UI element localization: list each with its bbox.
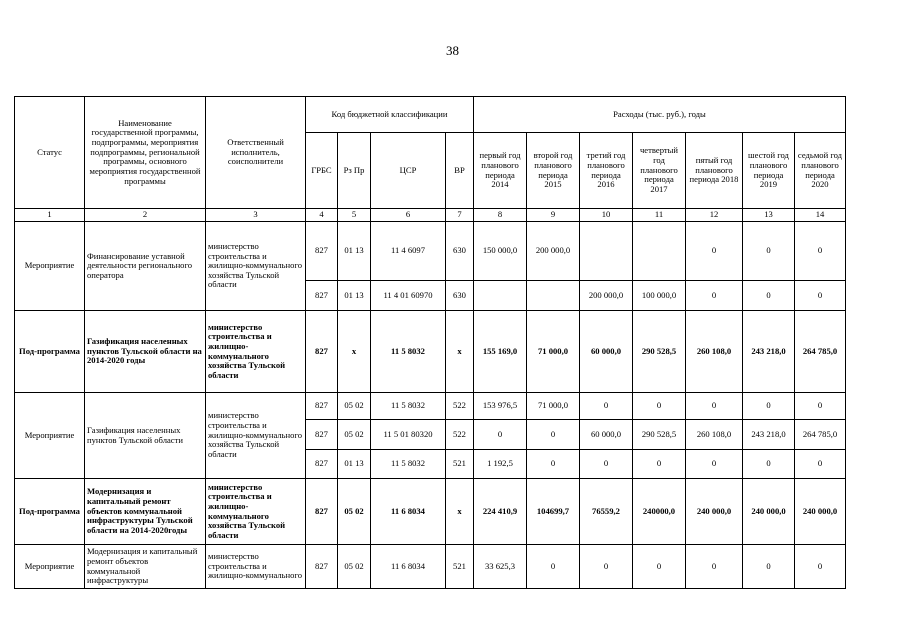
cell-rzpr: 01 13 bbox=[338, 281, 371, 311]
cell-amount: 0 bbox=[795, 545, 846, 589]
cell-amount: 0 bbox=[795, 222, 846, 281]
cell-amount: 0 bbox=[795, 281, 846, 311]
cell-amount: 150 000,0 bbox=[474, 222, 527, 281]
cell-amount: 264 785,0 bbox=[795, 311, 846, 393]
cell-vr: x bbox=[446, 479, 474, 545]
header-year-2020: седьмой год планового периода 2020 bbox=[795, 133, 846, 209]
header-row-top bbox=[15, 97, 846, 133]
col-number: 10 bbox=[580, 209, 633, 222]
cell-amount: 71 000,0 bbox=[527, 311, 580, 393]
budget-table bbox=[14, 96, 846, 589]
cell-amount: 240 000,0 bbox=[795, 479, 846, 545]
cell-vr: x bbox=[446, 311, 474, 393]
header-csr: ЦСР bbox=[371, 133, 446, 209]
col-number: 3 bbox=[206, 209, 306, 222]
cell-amount: 100 000,0 bbox=[633, 281, 686, 311]
row-name: Модернизация и капитальный ремонт объектов коммунальной инфраструктуры bbox=[85, 545, 206, 589]
header-grbs: ГРБС bbox=[306, 133, 338, 209]
col-number: 7 bbox=[446, 209, 474, 222]
cell-amount: 260 108,0 bbox=[686, 420, 743, 450]
cell-grbs: 827 bbox=[306, 311, 338, 393]
cell-csr: 11 5 01 80320 bbox=[371, 420, 446, 450]
cell-amount: 0 bbox=[580, 393, 633, 420]
col-number: 11 bbox=[633, 209, 686, 222]
header-year-2018: пятый год планового периода 2018 bbox=[686, 133, 743, 209]
cell-amount: 264 785,0 bbox=[795, 420, 846, 450]
cell-csr: 11 6 8034 bbox=[371, 479, 446, 545]
cell-amount: 240000,0 bbox=[633, 479, 686, 545]
cell-amount: 104699,7 bbox=[527, 479, 580, 545]
col-number: 5 bbox=[338, 209, 371, 222]
page-number: 38 bbox=[446, 43, 459, 58]
header-budget-code: Код бюджетной классификации bbox=[306, 97, 474, 133]
cell-vr: 522 bbox=[446, 393, 474, 420]
cell-csr: 11 5 8032 bbox=[371, 311, 446, 393]
header-status: Статус bbox=[15, 97, 85, 209]
row-status: Под-программа bbox=[15, 311, 85, 393]
cell-amount: 0 bbox=[686, 222, 743, 281]
cell-csr: 11 5 8032 bbox=[371, 393, 446, 420]
cell-amount: 224 410,9 bbox=[474, 479, 527, 545]
header-rzpr: Рз Пр bbox=[338, 133, 371, 209]
cell-rzpr: 05 02 bbox=[338, 479, 371, 545]
cell-amount: 240 000,0 bbox=[686, 479, 743, 545]
cell-csr: 11 4 6097 bbox=[371, 222, 446, 281]
cell-grbs: 827 bbox=[306, 393, 338, 420]
table-row bbox=[15, 311, 846, 393]
header-year-2015: второй год планового периода 2015 bbox=[527, 133, 580, 209]
cell-amount: 0 bbox=[633, 545, 686, 589]
cell-amount: 290 528,5 bbox=[633, 420, 686, 450]
cell-rzpr: 01 13 bbox=[338, 450, 371, 479]
header-year-2016: третий год планового периода 2016 bbox=[580, 133, 633, 209]
cell-amount: 0 bbox=[743, 393, 795, 420]
cell-amount: 243 218,0 bbox=[743, 420, 795, 450]
cell-amount: 155 169,0 bbox=[474, 311, 527, 393]
cell-csr: 11 4 01 60970 bbox=[371, 281, 446, 311]
header-name: Наименование государственной программы, подпрограммы, мероприятия подпрограммы, региональной программы, основного мероприятия государственной программы bbox=[85, 97, 206, 209]
column-number-row bbox=[15, 209, 846, 222]
table-row bbox=[15, 479, 846, 545]
col-number: 12 bbox=[686, 209, 743, 222]
cell-grbs: 827 bbox=[306, 222, 338, 281]
row-executor: министерство строительства и жилищно-коммунального хозяйства Тульской области bbox=[206, 479, 306, 545]
cell-vr: 630 bbox=[446, 281, 474, 311]
header-vr: ВР bbox=[446, 133, 474, 209]
col-number: 13 bbox=[743, 209, 795, 222]
cell-rzpr: x bbox=[338, 311, 371, 393]
header-expenses: Расходы (тыс. руб.), годы bbox=[474, 97, 846, 133]
cell-amount: 0 bbox=[633, 393, 686, 420]
cell-amount bbox=[527, 281, 580, 311]
cell-grbs: 827 bbox=[306, 545, 338, 589]
cell-amount: 200 000,0 bbox=[580, 281, 633, 311]
row-name: Газификация населенных пунктов Тульской области на 2014-2020 годы bbox=[85, 311, 206, 393]
row-name: Модернизация и капитальный ремонт объектов коммунальной инфраструктуры Тульской области на 2014-2020годы bbox=[85, 479, 206, 545]
cell-vr: 630 bbox=[446, 222, 474, 281]
row-executor: министерство строительства и жилищно-коммунального хозяйства Тульской области bbox=[206, 222, 306, 311]
cell-amount: 0 bbox=[686, 545, 743, 589]
table-row bbox=[15, 393, 846, 420]
cell-amount: 0 bbox=[474, 420, 527, 450]
cell-rzpr: 05 02 bbox=[338, 393, 371, 420]
cell-rzpr: 05 02 bbox=[338, 420, 371, 450]
row-name: Финансирование уставной деятельности регионального оператора bbox=[85, 222, 206, 311]
cell-csr: 11 5 8032 bbox=[371, 450, 446, 479]
row-status: Мероприятие bbox=[15, 393, 85, 479]
cell-amount: 243 218,0 bbox=[743, 311, 795, 393]
cell-amount: 0 bbox=[527, 420, 580, 450]
cell-amount: 33 625,3 bbox=[474, 545, 527, 589]
cell-amount: 0 bbox=[743, 222, 795, 281]
cell-vr: 521 bbox=[446, 450, 474, 479]
cell-amount bbox=[633, 222, 686, 281]
cell-grbs: 827 bbox=[306, 479, 338, 545]
cell-amount: 0 bbox=[580, 450, 633, 479]
cell-amount: 0 bbox=[580, 545, 633, 589]
col-number: 4 bbox=[306, 209, 338, 222]
row-status: Мероприятие bbox=[15, 545, 85, 589]
cell-amount: 240 000,0 bbox=[743, 479, 795, 545]
row-executor: министерство строительства и жилищно-коммунального bbox=[206, 545, 306, 589]
cell-amount: 1 192,5 bbox=[474, 450, 527, 479]
cell-rzpr: 01 13 bbox=[338, 222, 371, 281]
header-year-2019: шестой год планового периода 2019 bbox=[743, 133, 795, 209]
cell-amount: 0 bbox=[743, 281, 795, 311]
cell-grbs: 827 bbox=[306, 281, 338, 311]
cell-grbs: 827 bbox=[306, 450, 338, 479]
cell-rzpr: 05 02 bbox=[338, 545, 371, 589]
cell-amount: 0 bbox=[686, 450, 743, 479]
cell-amount: 200 000,0 bbox=[527, 222, 580, 281]
cell-amount: 0 bbox=[686, 281, 743, 311]
cell-amount: 0 bbox=[795, 393, 846, 420]
cell-amount: 60 000,0 bbox=[580, 311, 633, 393]
cell-amount: 260 108,0 bbox=[686, 311, 743, 393]
cell-amount bbox=[580, 222, 633, 281]
cell-vr: 521 bbox=[446, 545, 474, 589]
cell-amount: 71 000,0 bbox=[527, 393, 580, 420]
cell-grbs: 827 bbox=[306, 420, 338, 450]
col-number: 2 bbox=[85, 209, 206, 222]
row-executor: министерство строительства и жилищно-коммунального хозяйства Тульской области bbox=[206, 393, 306, 479]
cell-amount: 60 000,0 bbox=[580, 420, 633, 450]
col-number: 8 bbox=[474, 209, 527, 222]
cell-amount: 76559,2 bbox=[580, 479, 633, 545]
header-executor: Ответственный исполнитель, соисполнители bbox=[206, 97, 306, 209]
cell-vr: 522 bbox=[446, 420, 474, 450]
cell-amount: 0 bbox=[686, 393, 743, 420]
cell-amount bbox=[474, 281, 527, 311]
table-row bbox=[15, 545, 846, 589]
row-status: Под-программа bbox=[15, 479, 85, 545]
row-status: Мероприятие bbox=[15, 222, 85, 311]
cell-amount: 153 976,5 bbox=[474, 393, 527, 420]
col-number: 9 bbox=[527, 209, 580, 222]
col-number: 1 bbox=[15, 209, 85, 222]
cell-amount: 0 bbox=[743, 450, 795, 479]
row-executor: министерство строительства и жилищно-коммунального хозяйства Тульской области bbox=[206, 311, 306, 393]
cell-amount: 0 bbox=[527, 450, 580, 479]
table-row bbox=[15, 222, 846, 281]
row-name: Газификация населенных пунктов Тульской области bbox=[85, 393, 206, 479]
header-year-2014: первый год планового периода 2014 bbox=[474, 133, 527, 209]
cell-amount: 0 bbox=[743, 545, 795, 589]
col-number: 6 bbox=[371, 209, 446, 222]
header-year-2017: четвертый год планового периода 2017 bbox=[633, 133, 686, 209]
cell-amount: 290 528,5 bbox=[633, 311, 686, 393]
cell-amount: 0 bbox=[795, 450, 846, 479]
cell-amount: 0 bbox=[633, 450, 686, 479]
cell-amount: 0 bbox=[527, 545, 580, 589]
col-number: 14 bbox=[795, 209, 846, 222]
cell-csr: 11 6 8034 bbox=[371, 545, 446, 589]
